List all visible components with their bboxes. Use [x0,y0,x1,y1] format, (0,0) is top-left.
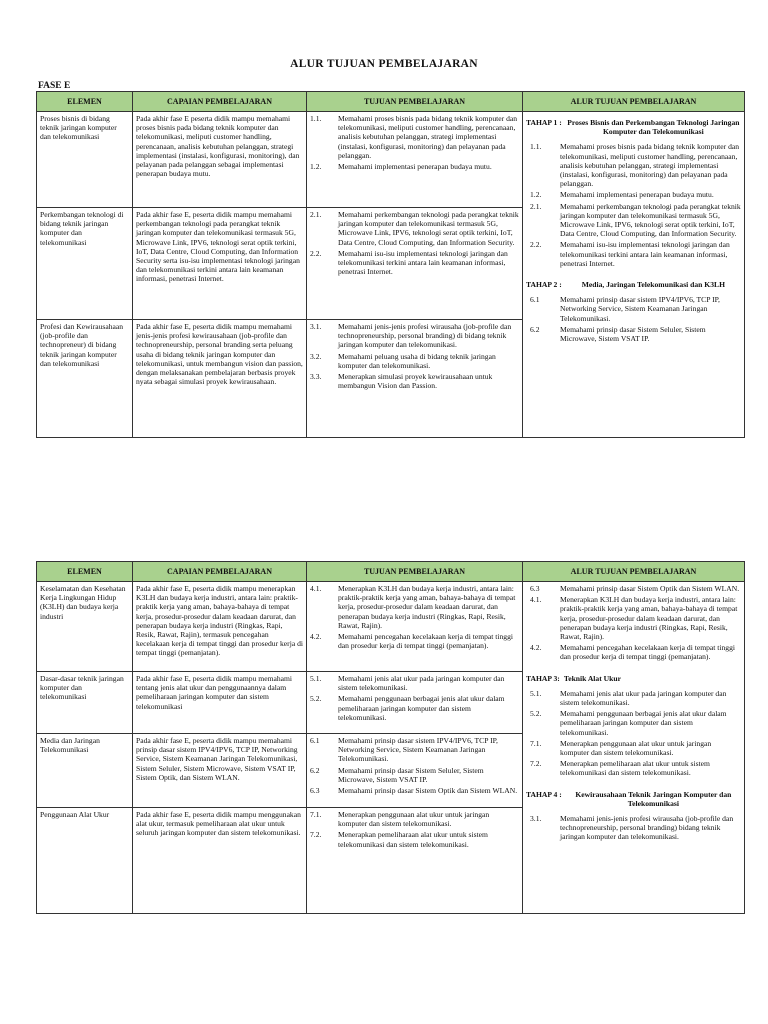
list-item: 6.3 Memahami prinsip dasar Sistem Optik dan Sistem WLAN. [530,584,740,593]
tujuan-cell [307,734,523,808]
list-item: 2.2. Memahami isu-isu implementasi teknologi jaringan dan telekomunikasi terkini antara lain keamanan informasi, penetrasi Internet. [530,240,730,268]
tujuan-cell [307,320,523,438]
elemen-cell: Proses bisnis di bidang teknik jaringan komputer dan telekomunikasi [37,112,133,208]
list-item: 3.1. Memahami jenis-jenis profesi wirausaha (job-profile dan technopreneurship, personal branding) di bidang teknik jaringan komputer dan telekomunikasi. [310,322,512,350]
header-capaian: CAPAIAN PEMBELAJARAN [133,92,307,112]
list-item: 1.1. Memahami proses bisnis pada bidang teknik komputer dan telekomunikasi, meliputi customer handling, perencanaan, analisis kebutuhan pelanggan, strategi implementasi (instalasi, konfigurasi, monitoring) dan pelayanan pada pelanggan. [310,114,518,160]
table-row [37,582,745,672]
capaian-cell: Pada akhir fase E, peserta didik mampu memahami jenis-jenis profesi kewirausahaan (job-profile dan technopreneurship, personal branding serta peluang usaha di bidang teknik jaringan komputer dan telekomunikasi, untuk membangun vision dan passion, dengan melaksanakan pembelajaran berbasis proyek nyata sebagai simulasi proyek kewirausahaan. [133,320,307,438]
list-item: 2.1. Memahami perkembangan teknologi pada perangkat teknik jaringan komputer dan telekomunikasi termasuk 5G, Microwave Link, IPV6, teknologi serat optik terkini, IoT, Data Centre, Cloud Computing, dan Information Security. [530,201,741,239]
tahap-heading: TAHAP 1 : Proses Bisnis dan Perkembangan Teknologi Jaringan Komputer dan Telekomunikasi [526,118,740,137]
alur-cell [523,112,745,438]
elemen-cell: Perkembangan teknologi di bidang teknik jaringan komputer dan telekomunikasi [37,208,133,320]
list-item: 3.3. Menerapkan simulasi proyek kewirausahaan untuk membangun Vision dan Passion. [310,372,493,391]
list-item: 5.2. Memahami penggunaan berbagai jenis alat ukur dalam pemeliharaan jaringan komputer dan sistem telekomunikasi. [530,709,727,737]
list-item: 2.2. Memahami isu-isu implementasi teknologi jaringan dan telekomunikasi terkini antara lain keamanan informasi, penetrasi Internet. [310,248,508,277]
list-item: 1.2. Memahami implementasi penerapan budaya mutu. [530,190,714,200]
alur-cell [523,582,745,914]
tahap-heading: TAHAP 2 : Media, Jaringan Telekomunikasi dan K3LH [526,280,725,290]
header-elemen: ELEMEN [37,562,133,582]
list-item: 6.1 Memahami prinsip dasar sistem IPV4/IPV6, TCP IP, Networking Service, Sistem Keamanan Jaringan Telekomunikasi. [310,736,498,764]
elemen-cell: Profesi dan Kewirausahaan (job-profile dan technopreneur) di bidang teknik jaringan komputer dan telekomunikasi [37,320,133,438]
list-item: 6.2 Memahami prinsip dasar Sistem Seluler, Sistem Microwave, Sistem VSAT IP. [310,765,484,784]
tujuan-cell [307,808,523,914]
elemen-cell: Dasar-dasar teknik jaringan komputer dan telekomunikasi [37,672,133,734]
tujuan-cell [307,112,523,208]
capaian-cell: Pada akhir fase E, peserta didik mampu menggunakan alat ukur, termasuk pemeliharaan alat ukur untuk seluruh jaringan komputer dan sistem telekomunikasi. [133,808,307,914]
capaian-cell: Pada akhir fase E, peserta didik mampu memahami perkembangan teknologi pada perangkat teknik jaringan komputer dan telekomunikasi termasuk 5G, Microwave Link, IPV6, teknologi serat optik terkini, IoT, Data Centre, Cloud Computing, dan Information Security serta isu-isu implementasi teknologi jaringan dan telekomunikasi terkini antara lain keamanan informasi, penetrasi Internet. [133,208,307,320]
header-tujuan: TUJUAN PEMBELAJARAN [307,92,523,112]
table-header-row [37,562,745,582]
elemen-cell: Penggunaan Alat Ukur [37,808,133,914]
header-capaian: CAPAIAN PEMBELAJARAN [133,562,307,582]
header-elemen: ELEMEN [37,92,133,112]
list-item: 7.1. Menerapkan penggunaan alat ukur untuk jaringan komputer dan sistem telekomunikasi. [530,738,712,758]
list-item: 4.1. Menerapkan K3LH dan budaya kerja industri, antara lain: praktik-praktik kerja yang aman, bahaya-bahaya di tempat kerja, prosedur-prosedur dalam keadaan darurat, dan penerapan budaya kerja industri (Ringkas, Rapi, Resik, Rawat, Rajin). [530,595,738,642]
fase-label: FASE E [38,81,71,91]
header-tujuan: TUJUAN PEMBELAJARAN [307,562,523,582]
list-item: 1.2. Memahami implementasi penerapan budaya mutu. [310,162,492,172]
tujuan-cell [307,672,523,734]
list-item: 3.2. Memahami peluang usaha di bidang teknik jaringan komputer dan telekomunikasi. [310,351,496,370]
list-item: 4.1. Menerapkan K3LH dan budaya kerja industri, antara lain: praktik-praktik kerja yang aman, bahaya-bahaya di tempat kerja, prosedur-prosedur dalam keadaan darurat, dan penerapan budaya kerja industri (Ringkas, Rapi, Resik, Rawat, Rajin). [310,584,516,630]
capaian-cell: Pada akhir fase E, peserta didik mampu memahami tentang jenis alat ukur dan penggunaannya dalam pemeliharaan jaringan komputer dan sistem telekomunikasi [133,672,307,734]
tujuan-cell [307,582,523,672]
page-title: ALUR TUJUAN PEMBELAJARAN [290,58,478,70]
table-header-row [37,92,745,112]
list-item: 4.2. Memahami pencegahan kecelakaan kerja di tempat tinggi dan prosedur kerja di tempat tinggi (pemanjatan). [530,643,736,662]
list-item: 3.1. Memahami jenis-jenis profesi wirausaha (job-profile dan technopreneurship, personal branding) bidang teknik jaringan komputer dan telekomunikasi. [530,814,734,842]
list-item: 2.1. Memahami perkembangan teknologi pada perangkat teknik jaringan komputer dan telekomunikasi termasuk 5G, Microwave Link, IPV6, teknologi serat optik terkini, IoT, Data Centre, Cloud Computing, dan Information Security. [310,210,519,247]
capaian-cell: Pada akhir fase E, peserta didik mampu memahami prinsip dasar sistem IPV4/IPV6, TCP IP, Networking Service, Sistem Keamanan Jaringan Telekomunikasi, Sistem Seluler, Sistem Microwave, Sistem VSAT IP, Sistem Optik, dan Sistem WLAN. [133,734,307,808]
list-item: 6.1 Memahami prinsip dasar sistem IPV4/IPV6, TCP IP, Networking Service, Sistem Keamanan Jaringan Telekomunikasi. [530,295,720,323]
capaian-cell: Pada akhir fase E, peserta didik mampu menerapkan K3LH dan budaya kerja industri, antara lain: praktik-praktik kerja yang aman, bahaya-bahaya di tempat kerja, prosedur-prosedur dalam keadaan darurat, dan penerapan budaya kerja industri (Ringkas, Rapi, Resik, Rawat, Rajin), termasuk pencegahan kecelakaan kerja di tempat tinggi dan prosedur kerja di tempat tinggi (pemanjatan). [133,582,307,672]
tujuan-cell [307,208,523,320]
tahap-heading: TAHAP 4 : Kewirausahaan Teknik Jaringan Komputer dan Telekomunikasi [526,789,732,808]
list-item: 1.1. Memahami proses bisnis pada bidang teknik komputer dan telekomunikasi, meliputi customer handling, perencanaan, analisis kebutuhan pelanggan, strategi implementasi (instalasi, konfigurasi, monitoring) dan pelayanan pada pelanggan. [530,142,740,189]
capaian-cell: Pada akhir fase E peserta didik mampu memahami proses bisnis pada bidang teknik komputer dan telekomunikasi, meliputi customer handling, perencanaan, analisis kebutuhan pelanggan, strategi implementasi (instalasi, konfigurasi, monitoring), dan pelayanan pada pelanggan sebagai implementasi penerapan budaya mutu. [133,112,307,208]
list-item: 6.3 Memahami prinsip dasar Sistem Optik dan Sistem WLAN. [310,786,518,796]
tahap-heading: TAHAP 3: Teknik Alat Ukur [526,673,621,683]
elemen-cell: Keselamatan dan Kesehatan Kerja Lingkungan Hidup (K3LH) dan budaya kerja industri [37,582,133,672]
list-item: 7.2. Menerapkan pemeliharaan alat ukur untuk sistem telekomunikasi dan sistem telekomunikasi. [310,830,488,849]
elemen-cell: Media dan Jaringan Telekomunikasi [37,734,133,808]
list-item: 7.1. Menerapkan penggunaan alat ukur untuk jaringan komputer dan sistem telekomunikasi. [310,810,490,829]
list-item: 7.2. Menerapkan pemeliharaan alat ukur untuk sistem telekomunikasi dan sistem telekomunikasi. [530,759,710,778]
atp-table-1 [36,91,745,438]
header-alur: ALUR TUJUAN PEMBELAJARAN [523,92,745,112]
header-alur: ALUR TUJUAN PEMBELAJARAN [523,562,745,582]
list-item: 4.2. Memahami pencegahan kecelakaan kerja di tempat tinggi dan prosedur kerja di tempat tinggi (pemanjatan). [310,632,514,651]
atp-table-2 [36,561,745,914]
list-item: 6.2 Memahami prinsip dasar Sistem Seluler, Sistem Microwave, Sistem VSAT IP. [530,324,706,344]
list-item: 5.1. Memahami jenis alat ukur pada jaringan komputer dan sistem telekomunikasi. [310,674,505,693]
list-item: 5.1. Memahami jenis alat ukur pada jaringan komputer dan sistem telekomunikasi. [530,688,727,708]
table-row [37,112,745,208]
list-item: 5.2. Memahami penggunaan berbagai jenis alat ukur dalam pemeliharaan jaringan komputer dan sistem telekomunikasi. [310,694,505,722]
